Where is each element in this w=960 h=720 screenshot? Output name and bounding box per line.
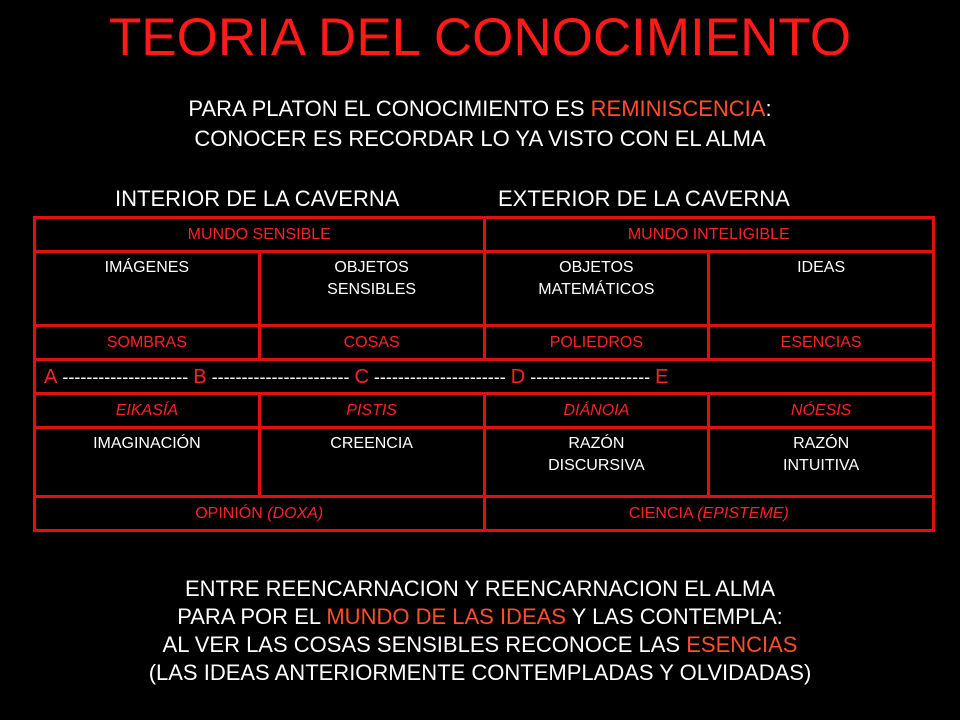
intro-line-2: CONOCER ES RECORDAR LO YA VISTO CON EL ALMA [194, 126, 766, 151]
greek-term-cell: EIKASÍA [35, 394, 260, 428]
faculty-cell: RAZÓN DISCURSIVA [484, 428, 709, 497]
outro-text [0, 575, 960, 687]
greek-term-cell: PISTIS [259, 394, 484, 428]
mundo-ideas-highlight: MUNDO DE LAS IDEAS [326, 604, 566, 629]
opinion-cell [35, 497, 485, 531]
outro-line-2 [0, 603, 960, 631]
doxa-term: (DOXA) [267, 504, 324, 522]
faculties-row [35, 428, 934, 497]
outro-line-2-suffix: Y LAS CONTEMPLA: [565, 604, 783, 629]
outro-line-2-prefix: PARA POR EL [177, 604, 327, 629]
intro-line-1-suffix: : [765, 96, 772, 121]
cave-sides [0, 184, 960, 214]
page-title: TEORIA DEL CONOCIMIENTO [108, 8, 852, 67]
exterior-label: EXTERIOR DE LA CAVERNA [498, 186, 790, 211]
greek-row [35, 394, 934, 428]
world-inteligible-cell: MUNDO INTELIGIBLE [484, 218, 934, 252]
object-cell: OBJETOS SENSIBLES [259, 252, 484, 326]
object-cell: OBJETOS MATEMÁTICOS [484, 252, 709, 326]
greek-term-cell: DIÁNOIA [484, 394, 709, 428]
outro-line-4: (LAS IDEAS ANTERIORMENTE CONTEMPLADAS Y OLVIDADAS) [148, 660, 812, 685]
scale-dashes: --------------------- [57, 366, 194, 387]
example-cell: ESENCIAS [709, 326, 934, 360]
knowledge-table [33, 216, 935, 532]
episteme-term: (EPISTEME) [697, 504, 789, 522]
intro-text [0, 94, 960, 154]
object-cell: IDEAS [709, 252, 934, 326]
scale-row [35, 360, 934, 394]
esencias-highlight: ESENCIAS [686, 632, 798, 657]
outro-line-3 [0, 631, 960, 659]
example-cell: COSAS [259, 326, 484, 360]
object-cell: IMÁGENES [35, 252, 260, 326]
worlds-row [35, 218, 934, 252]
reminiscencia-highlight: REMINISCENCIA [590, 96, 766, 121]
intro-line-1 [0, 94, 960, 124]
interior-label: INTERIOR DE LA CAVERNA [115, 186, 400, 211]
scale-point-d: D [510, 365, 526, 388]
scale-line [35, 360, 934, 394]
faculty-cell: CREENCIA [259, 428, 484, 497]
scale-point-e: E [655, 365, 669, 388]
opinion-label: OPINIÓN [195, 504, 268, 522]
examples-row [35, 326, 934, 360]
outro-line-1: ENTRE REENCARNACION Y REENCARNACION EL ALMA [184, 576, 776, 601]
scale-dashes: ----------------------- [206, 366, 355, 387]
ciencia-label: CIENCIA [628, 504, 698, 522]
outro-line-3-prefix: AL VER LAS COSAS SENSIBLES RECONOCE LAS [162, 632, 687, 657]
scale-point-c: C [354, 365, 369, 388]
scale-point-b: B [193, 365, 207, 388]
ciencia-cell [484, 497, 934, 531]
greek-term-cell: NÓESIS [709, 394, 934, 428]
example-cell: SOMBRAS [35, 326, 260, 360]
objects-row [35, 252, 934, 326]
intro-line-1-prefix: PARA PLATON EL CONOCIMIENTO ES [188, 96, 591, 121]
scale-point-a: A [44, 365, 58, 388]
knowledge-row [35, 497, 934, 531]
world-sensible-cell: MUNDO SENSIBLE [35, 218, 485, 252]
scale-dashes: -------------------- [525, 366, 656, 387]
faculty-cell: IMAGINACIÓN [35, 428, 260, 497]
faculty-cell: RAZÓN INTUITIVA [709, 428, 934, 497]
example-cell: POLIEDROS [484, 326, 709, 360]
scale-dashes: ---------------------- [368, 366, 511, 387]
